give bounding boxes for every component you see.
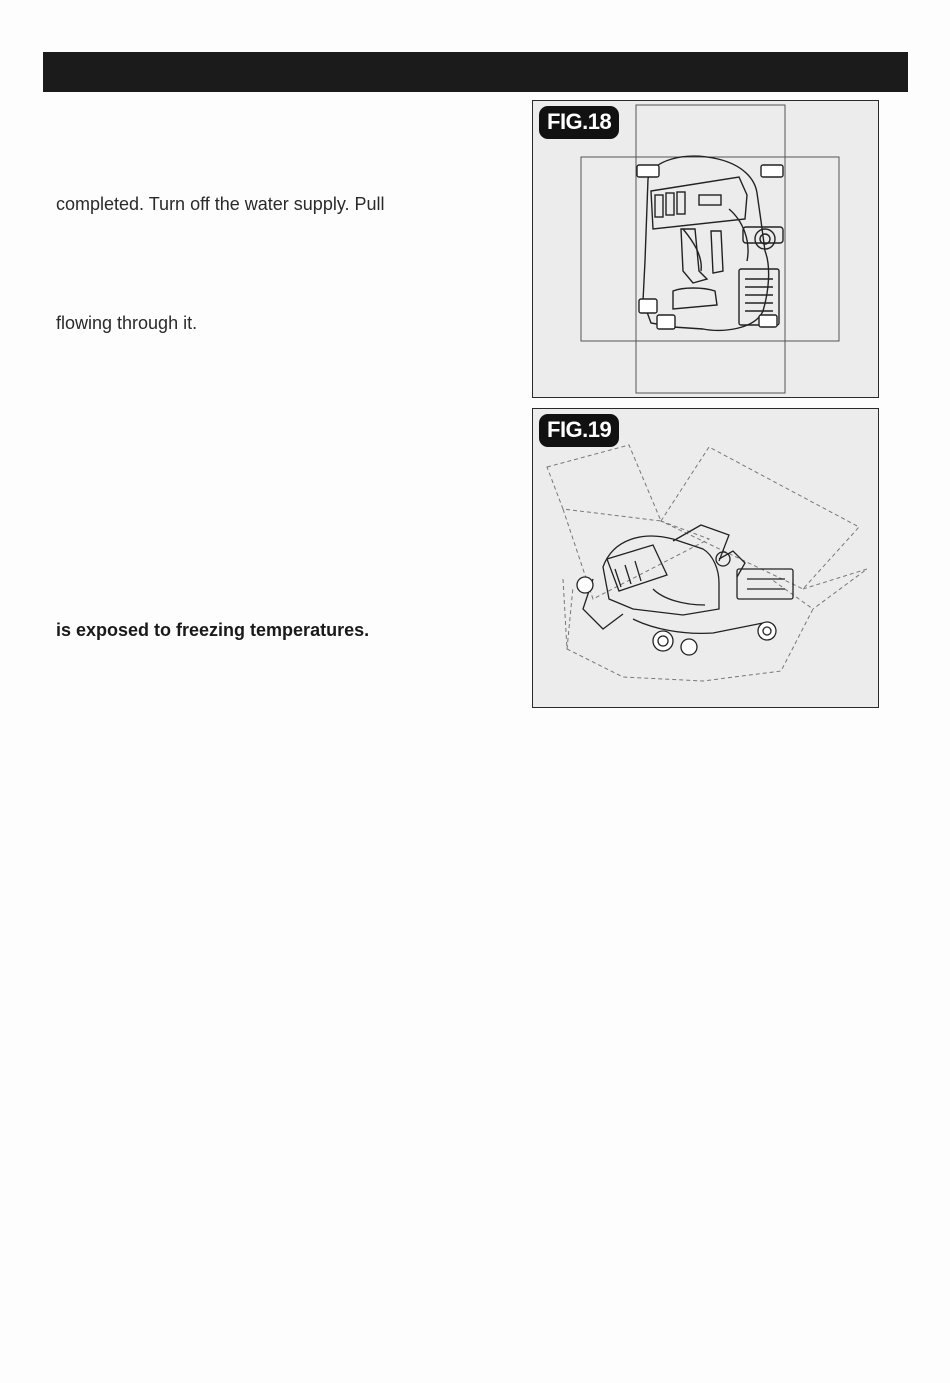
warning-text-line: is exposed to freezing temperatures. [56, 620, 370, 640]
instruction-text-line: flowing through it. [56, 313, 198, 333]
figure-19 [532, 408, 879, 708]
instruction-text-line: completed. Turn off the water supply. Pull [56, 194, 385, 214]
figure-label: FIG.19 [539, 414, 619, 447]
section-header-bar [43, 52, 908, 92]
storage-box-top-view-illustration [533, 101, 879, 398]
figure-18 [532, 100, 879, 398]
figure-label: FIG.18 [539, 106, 619, 139]
storage-box-perspective-illustration [533, 409, 879, 708]
